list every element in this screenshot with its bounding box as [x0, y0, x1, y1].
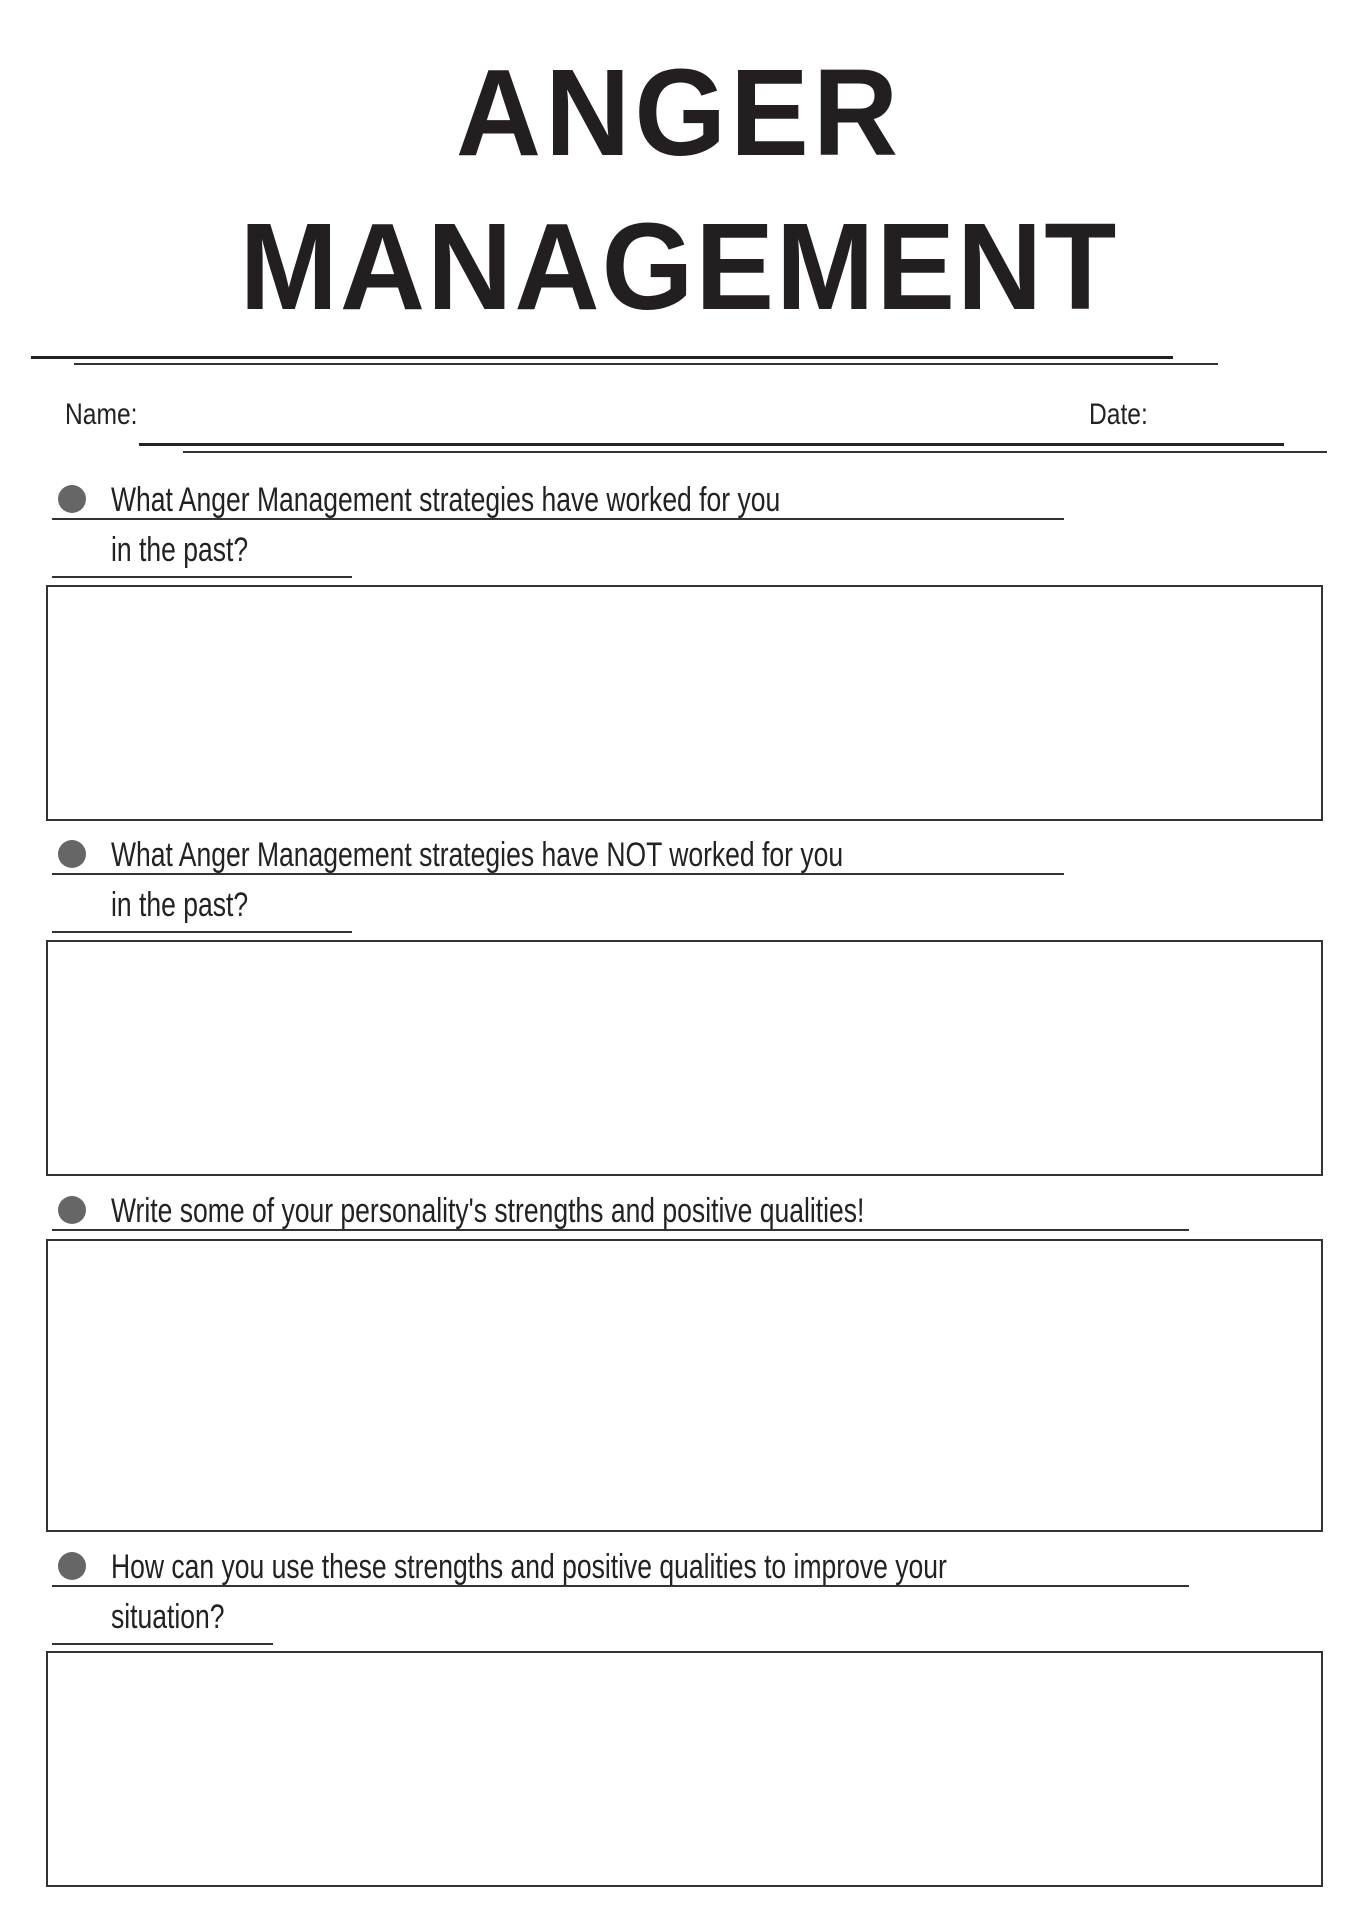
question-1-underline: [52, 518, 1064, 520]
question-3-text: Write some of your personality's strengths and positive qualities!: [111, 1192, 865, 1230]
question-1-underline-2: [52, 576, 352, 578]
name-date-line-2: [183, 451, 1327, 453]
name-date-line[interactable]: [139, 443, 1284, 446]
question-4-text-2: situation?: [111, 1598, 225, 1636]
question-2-underline-2: [52, 931, 352, 933]
question-1-text-2: in the past?: [111, 531, 249, 569]
question-2-text-2: in the past?: [111, 886, 249, 924]
question-2-underline: [52, 873, 1064, 875]
question-4-text: How can you use these strengths and positive qualities to improve your: [111, 1548, 947, 1586]
bullet-icon: [58, 1196, 86, 1224]
bullet-icon: [58, 1552, 86, 1580]
answer-box-2[interactable]: [46, 940, 1323, 1176]
date-label: Date:: [1089, 398, 1148, 431]
question-1-text: What Anger Management strategies have worked for you: [111, 481, 781, 519]
bullet-icon: [58, 840, 86, 868]
title-divider-top: [31, 356, 1173, 359]
name-label: Name:: [65, 398, 138, 431]
answer-box-4[interactable]: [46, 1651, 1323, 1887]
answer-box-3[interactable]: [46, 1239, 1323, 1532]
question-4-underline-2: [52, 1643, 273, 1645]
question-2-text: What Anger Management strategies have NOT worked for you: [111, 836, 844, 874]
title-divider-bottom: [74, 363, 1218, 365]
answer-box-1[interactable]: [46, 585, 1323, 821]
title-line-1: ANGER: [455, 43, 903, 183]
question-3-underline: [52, 1229, 1189, 1231]
bullet-icon: [58, 485, 86, 513]
title-line-2: MANAGEMENT: [239, 197, 1119, 337]
question-4-underline: [52, 1585, 1189, 1587]
